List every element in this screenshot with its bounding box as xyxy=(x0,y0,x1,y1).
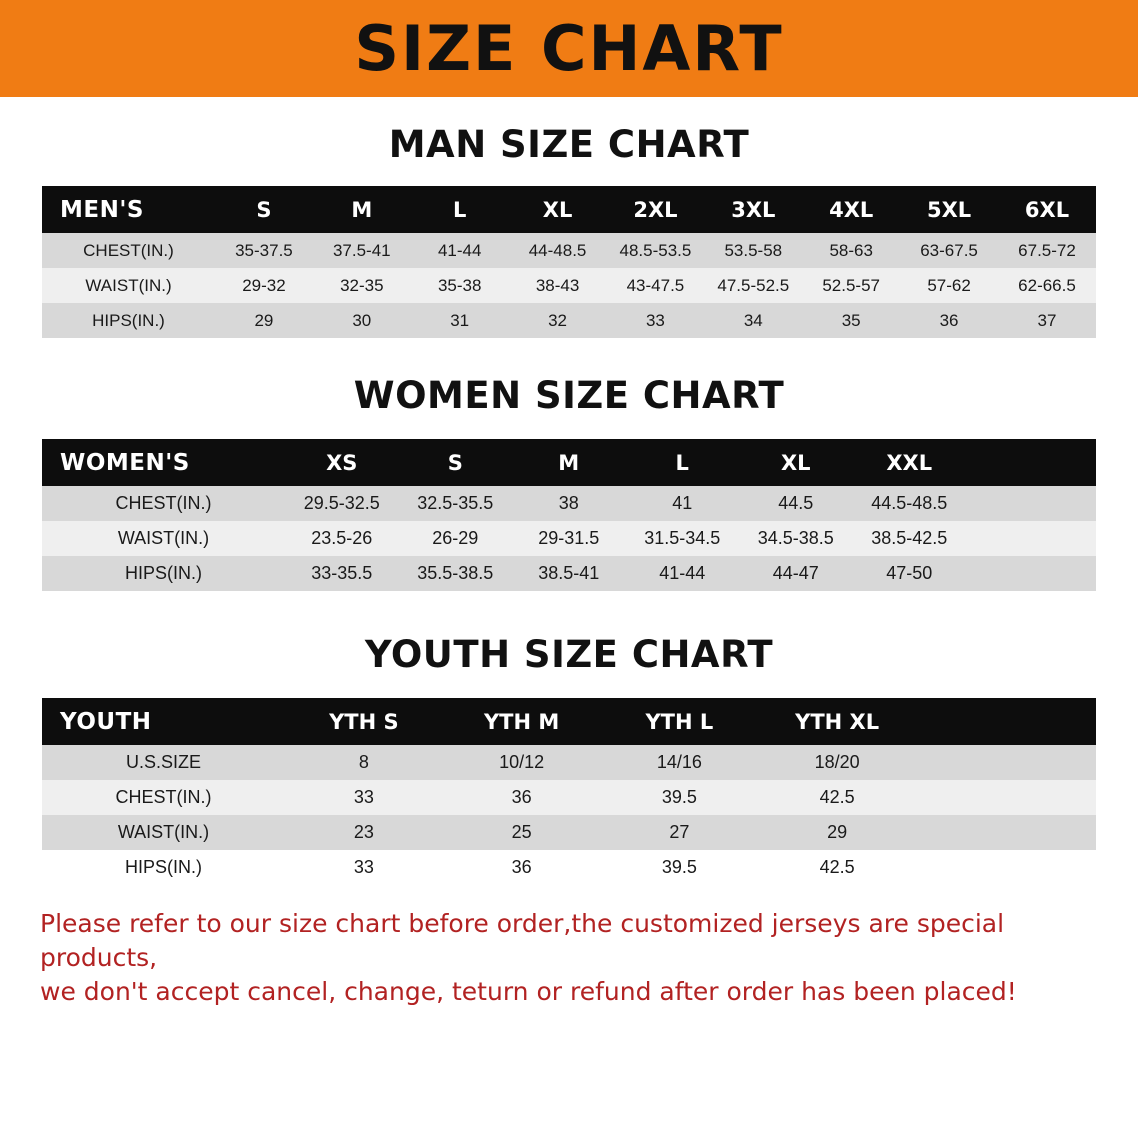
table-row xyxy=(42,233,1096,268)
table-cell: 67.5-72 xyxy=(998,233,1096,268)
women-table-body xyxy=(42,486,1096,591)
table-cell: 32 xyxy=(509,303,607,338)
table-row xyxy=(42,815,1096,850)
women-col-l: L xyxy=(675,450,689,475)
women-header-label: WOMEN'S xyxy=(60,449,190,476)
table-cell: 29-31.5 xyxy=(512,521,626,556)
youth-table-body xyxy=(42,745,1096,885)
table-cell-empty xyxy=(966,521,1096,556)
table-cell: 29 xyxy=(758,815,916,850)
table-cell: 37.5-41 xyxy=(313,233,411,268)
man-table-wrap xyxy=(42,186,1096,338)
youth-size-table xyxy=(42,698,1096,885)
man-col-xl: XL xyxy=(542,197,573,222)
youth-col-s: YTH S xyxy=(329,709,399,734)
table-cell: 38.5-42.5 xyxy=(853,521,967,556)
man-col-l: L xyxy=(452,197,467,222)
table-cell: 34 xyxy=(704,303,802,338)
man-col-s: S xyxy=(256,197,272,222)
table-cell: 62-66.5 xyxy=(998,268,1096,303)
table-cell: 34.5-38.5 xyxy=(739,521,853,556)
youth-col-m: YTH M xyxy=(483,709,560,734)
table-cell: 38.5-41 xyxy=(512,556,626,591)
table-row xyxy=(42,780,1096,815)
table-cell: 31.5-34.5 xyxy=(626,521,740,556)
table-row xyxy=(42,745,1096,780)
table-cell: 38 xyxy=(512,486,626,521)
policy-note xyxy=(40,907,1098,1008)
table-cell: 36 xyxy=(900,303,998,338)
table-row xyxy=(42,268,1096,303)
man-row-label-waist: WAIST(IN.) xyxy=(42,268,215,303)
women-row-label-waist: WAIST(IN.) xyxy=(42,521,285,556)
table-cell: 23 xyxy=(285,815,443,850)
table-cell: 42.5 xyxy=(758,780,916,815)
table-cell: 41 xyxy=(626,486,740,521)
table-cell: 42.5 xyxy=(758,850,916,885)
table-cell: 31 xyxy=(411,303,509,338)
table-cell: 52.5-57 xyxy=(802,268,900,303)
table-cell: 32.5-35.5 xyxy=(399,486,513,521)
youth-section-heading: YOUTH SIZE CHART xyxy=(364,633,774,676)
table-cell: 44.5 xyxy=(739,486,853,521)
table-header-row xyxy=(42,439,1096,486)
table-cell-empty xyxy=(916,745,1096,780)
youth-row-label-waist: WAIST(IN.) xyxy=(42,815,285,850)
women-col-xl: XL xyxy=(780,450,811,475)
women-section-heading: WOMEN SIZE CHART xyxy=(353,374,785,417)
table-cell: 35-38 xyxy=(411,268,509,303)
table-cell: 53.5-58 xyxy=(704,233,802,268)
table-cell-empty xyxy=(966,556,1096,591)
table-cell: 41-44 xyxy=(626,556,740,591)
table-cell: 35 xyxy=(802,303,900,338)
man-table-head xyxy=(42,186,1096,233)
man-header-label: MEN'S xyxy=(60,196,144,223)
policy-note-line-2: we don't accept cancel, change, teturn or refund after order has been placed! xyxy=(40,976,1017,1006)
page-title: SIZE CHART xyxy=(354,11,784,85)
table-cell: 29 xyxy=(215,303,313,338)
table-cell: 39.5 xyxy=(601,850,759,885)
table-cell: 47-50 xyxy=(853,556,967,591)
youth-row-label-hips: HIPS(IN.) xyxy=(42,850,285,885)
man-section-heading: MAN SIZE CHART xyxy=(388,123,750,166)
youth-col-xl: YTH XL xyxy=(795,709,880,734)
table-cell: 44.5-48.5 xyxy=(853,486,967,521)
banner xyxy=(0,0,1138,97)
man-col-2xl: 2XL xyxy=(633,197,678,222)
table-cell: 39.5 xyxy=(601,780,759,815)
table-cell: 29-32 xyxy=(215,268,313,303)
women-size-table xyxy=(42,439,1096,591)
table-cell: 63-67.5 xyxy=(900,233,998,268)
table-cell: 57-62 xyxy=(900,268,998,303)
table-row xyxy=(42,521,1096,556)
women-table-head xyxy=(42,439,1096,486)
table-header-row xyxy=(42,186,1096,233)
table-cell: 47.5-52.5 xyxy=(704,268,802,303)
man-row-label-hips: HIPS(IN.) xyxy=(42,303,215,338)
table-cell: 26-29 xyxy=(399,521,513,556)
table-cell: 48.5-53.5 xyxy=(607,233,705,268)
table-cell: 33-35.5 xyxy=(285,556,399,591)
man-col-4xl: 4XL xyxy=(829,197,874,222)
policy-note-line-1: Please refer to our size chart before order,the customized jerseys are special products, xyxy=(40,909,1005,972)
table-cell: 33 xyxy=(285,850,443,885)
women-col-xs: XS xyxy=(326,450,358,475)
table-cell: 41-44 xyxy=(411,233,509,268)
table-cell: 14/16 xyxy=(601,745,759,780)
table-cell: 43-47.5 xyxy=(607,268,705,303)
table-cell: 36 xyxy=(443,780,601,815)
man-table-body xyxy=(42,233,1096,338)
table-row xyxy=(42,556,1096,591)
table-cell: 35.5-38.5 xyxy=(399,556,513,591)
women-col-xxl: XXL xyxy=(886,450,933,475)
table-cell: 44-48.5 xyxy=(509,233,607,268)
man-col-6xl: 6XL xyxy=(1024,197,1070,222)
youth-table-wrap xyxy=(42,698,1096,885)
table-row xyxy=(42,486,1096,521)
table-cell-empty xyxy=(916,850,1096,885)
women-col-spacer xyxy=(966,439,1096,486)
table-cell-empty xyxy=(916,815,1096,850)
table-header-row xyxy=(42,698,1096,745)
youth-table-head xyxy=(42,698,1096,745)
youth-row-label-chest: CHEST(IN.) xyxy=(42,780,285,815)
women-col-s: S xyxy=(447,450,463,475)
table-cell: 33 xyxy=(607,303,705,338)
women-row-label-chest: CHEST(IN.) xyxy=(42,486,285,521)
table-cell-empty xyxy=(966,486,1096,521)
man-col-m: M xyxy=(351,197,373,222)
table-cell-empty xyxy=(916,780,1096,815)
table-cell: 37 xyxy=(998,303,1096,338)
women-table-wrap xyxy=(42,439,1096,591)
table-cell: 25 xyxy=(443,815,601,850)
table-cell: 33 xyxy=(285,780,443,815)
women-row-label-hips: HIPS(IN.) xyxy=(42,556,285,591)
youth-col-l: YTH L xyxy=(645,709,714,734)
table-cell: 44-47 xyxy=(739,556,853,591)
table-row xyxy=(42,303,1096,338)
youth-row-label-ussize: U.S.SIZE xyxy=(42,745,285,780)
man-size-table xyxy=(42,186,1096,338)
table-cell: 38-43 xyxy=(509,268,607,303)
youth-col-spacer xyxy=(916,698,1096,745)
table-cell: 23.5-26 xyxy=(285,521,399,556)
table-cell: 30 xyxy=(313,303,411,338)
table-cell: 8 xyxy=(285,745,443,780)
women-col-m: M xyxy=(558,450,580,475)
table-cell: 29.5-32.5 xyxy=(285,486,399,521)
table-cell: 27 xyxy=(601,815,759,850)
man-col-5xl: 5XL xyxy=(926,197,972,222)
table-cell: 10/12 xyxy=(443,745,601,780)
table-cell: 18/20 xyxy=(758,745,916,780)
table-cell: 36 xyxy=(443,850,601,885)
table-row xyxy=(42,850,1096,885)
man-col-3xl: 3XL xyxy=(731,197,776,222)
table-cell: 35-37.5 xyxy=(215,233,313,268)
table-cell: 58-63 xyxy=(802,233,900,268)
youth-header-label: YOUTH xyxy=(60,708,152,735)
table-cell: 32-35 xyxy=(313,268,411,303)
man-row-label-chest: CHEST(IN.) xyxy=(42,233,215,268)
